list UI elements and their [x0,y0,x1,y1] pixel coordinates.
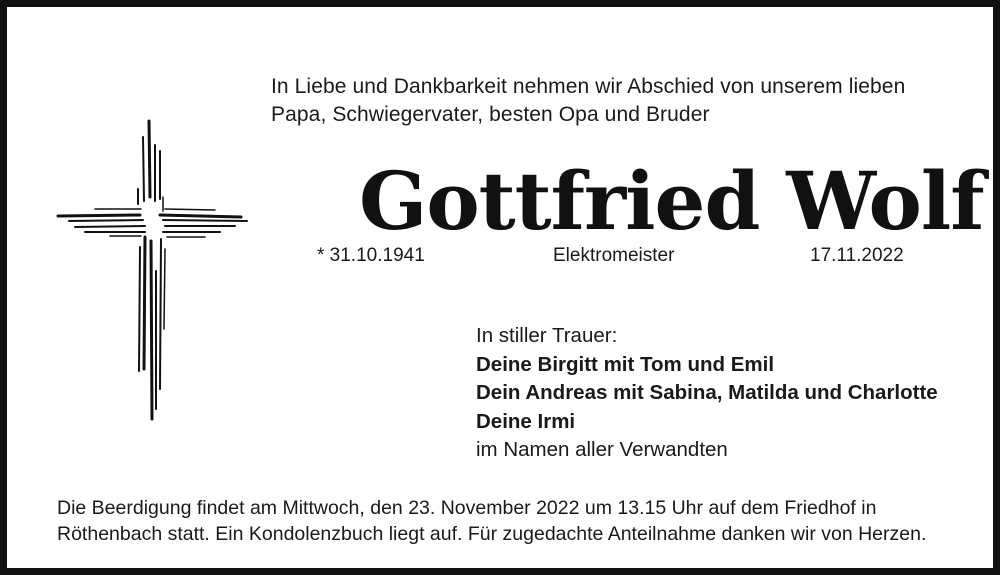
birth-date: * 31.10.1941 [317,245,425,266]
profession: Elektromeister [553,245,675,266]
deceased-name: Gottfried Wolf [359,154,984,248]
intro-line: Papa, Schwiegervater, besten Opa und Bruder [271,103,710,126]
mourner-line: Deine Irmi [476,409,576,433]
intro-line: In Liebe und Dankbarkeit nehmen wir Abschied von unserem lieben [271,75,906,98]
mourners-block [476,322,986,465]
funeral-info-line: Röthenbach statt. Ein Kondolenzbuch liegt auf. Für zugedachte Anteilnahme danken wir von Herzen. [57,523,927,545]
death-date: 17.11.2022 [810,245,904,266]
intro-text [271,73,961,129]
funeral-info [57,495,962,547]
funeral-info-line: Die Beerdigung findet am Mittwoch, den 23. November 2022 um 13.15 Uhr auf dem Friedhof in [57,497,877,519]
mourner-line: Deine Birgitt mit Tom und Emil [476,352,775,376]
mourners-closing: im Namen aller Verwandten [476,438,728,461]
cross-icon [55,119,250,424]
mourner-line: Dein Andreas mit Sabina, Matilda und Charlotte [476,381,938,404]
mourners-heading: In stiller Trauer: [476,324,618,347]
